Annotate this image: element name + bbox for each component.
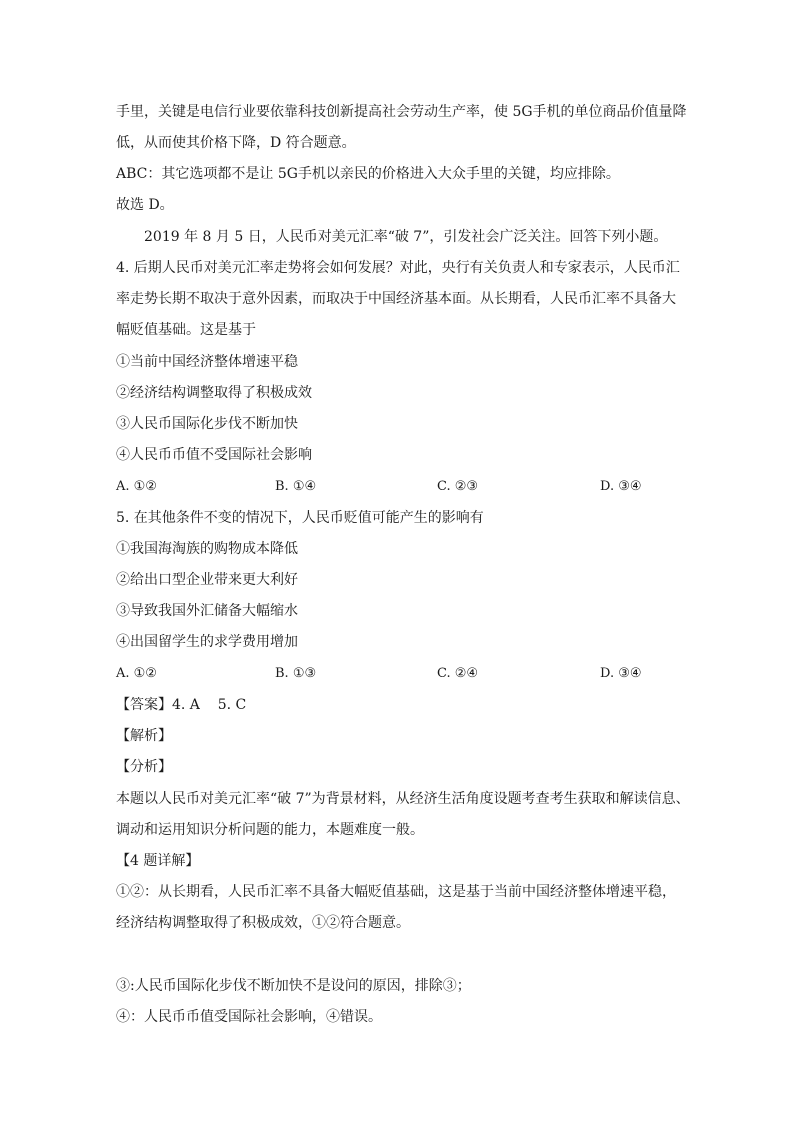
- q5-option-c: C. ②④: [437, 666, 479, 681]
- q4-option-c: C. ②③: [437, 479, 479, 494]
- statement-item: ③导致我国外汇储备大幅缩水: [116, 603, 298, 619]
- statement-item: ②经济结构调整取得了积极成效: [116, 385, 312, 401]
- text-line: ABC：其它选项都不是让 5G手机以亲民的价格进入大众手里的关键，均应排除。: [116, 166, 620, 182]
- statement-item: ①当前中国经济整体增速平稳: [116, 354, 298, 370]
- statement-item: ②给出口型企业带来更大利好: [116, 572, 298, 588]
- question-5-stem: 5. 在其他条件不变的情况下，人民币贬值可能产生的影响有: [116, 510, 484, 526]
- q4-option-d: D. ③④: [600, 479, 642, 494]
- analysis-text: 本题以人民币对美元汇率“破 7”为背景材料，从经济生活角度设题考查考生获取和解读信息、: [116, 791, 690, 807]
- analysis-subheading: 【分析】: [116, 759, 172, 775]
- text-line: 故选 D。: [116, 197, 174, 213]
- statement-item: ③人民币国际化步伐不断加快: [116, 416, 298, 432]
- answer-line: 【答案】4. A 5. C: [116, 697, 247, 713]
- text-line: 手里，关键是电信行业要依靠科技创新提高社会劳动生产率，使 5G手机的单位商品价值量降: [116, 104, 687, 120]
- q4-detail-text: ③:人民币国际化步伐不断加快不是设问的原因，排除③；: [116, 978, 471, 994]
- q5-option-a: A. ①②: [116, 666, 157, 681]
- q4-detail-text: ①②：从长期看，人民币汇率不具备大幅贬值基础，这是基于当前中国经济整体增速平稳，: [116, 884, 676, 900]
- question-4-stem: 4. 后期人民币对美元汇率走势将会如何发展？对此，央行有关负责人和专家表示，人民币汇: [116, 260, 680, 276]
- statement-item: ④人民币币值不受国际社会影响: [116, 447, 312, 463]
- q5-option-b: B. ①③: [275, 666, 317, 681]
- text-line: 低，从而使其价格下降，D 符合题意。: [116, 135, 356, 151]
- question-4-stem: 幅贬值基础。这是基于: [116, 322, 256, 338]
- question-4-stem: 率走势长期不取决于意外因素，而取决于中国经济基本面。从长期看，人民币汇率不具备大: [116, 291, 676, 307]
- q4-option-b: B. ①④: [275, 479, 317, 494]
- statement-item: ①我国海淘族的购物成本降低: [116, 541, 298, 557]
- q4-option-a: A. ①②: [116, 479, 157, 494]
- material-intro: 2019 年 8 月 5 日，人民币对美元汇率“破 7”，引发社会广泛关注。回答下列小题。: [144, 229, 668, 245]
- q4-detail-text: 经济结构调整取得了积极成效，①②符合题意。: [116, 915, 410, 931]
- analysis-text: 调动和运用知识分析问题的能力，本题难度一般。: [116, 822, 424, 838]
- analysis-heading: 【解析】: [116, 728, 172, 744]
- q4-detail-heading: 【4 题详解】: [116, 853, 200, 869]
- q4-detail-text: ④：人民币币值受国际社会影响，④错误。: [116, 1009, 382, 1025]
- statement-item: ④出国留学生的求学费用增加: [116, 634, 298, 650]
- q5-option-d: D. ③④: [600, 666, 642, 681]
